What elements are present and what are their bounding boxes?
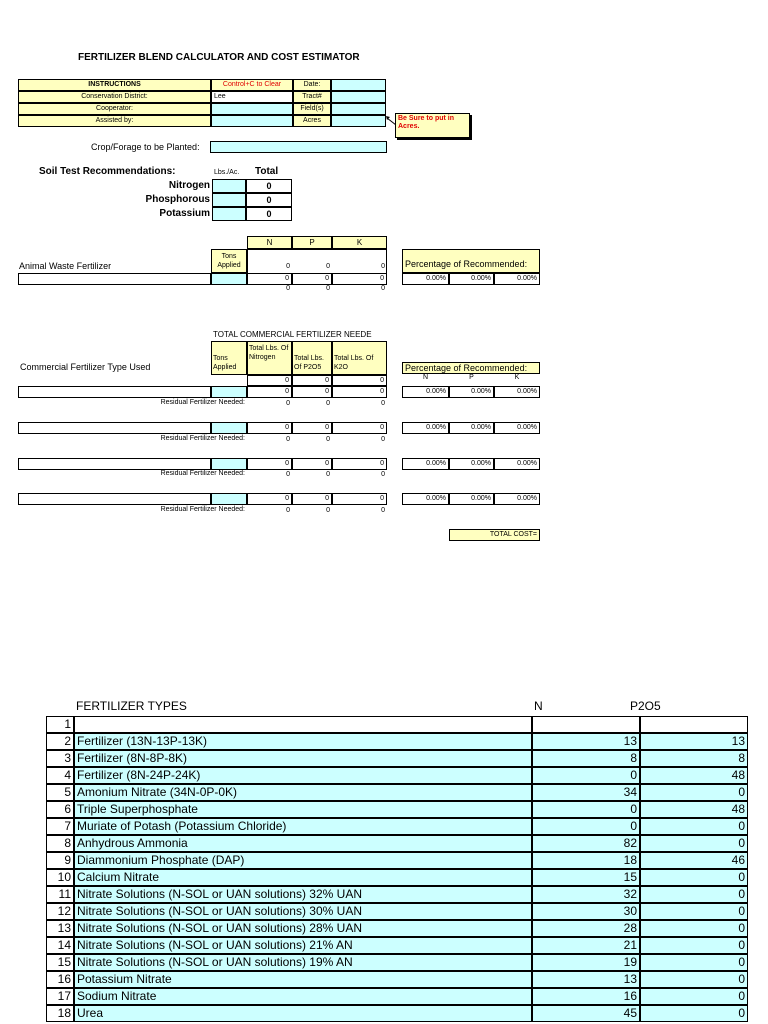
tract-input[interactable] (331, 91, 386, 103)
commercial-type-input-4[interactable] (18, 493, 211, 505)
phosphorous-input[interactable] (212, 193, 246, 207)
animal-type-input[interactable] (18, 273, 211, 285)
fertilizer-row (46, 869, 745, 886)
animal-k-2: 0 (332, 273, 387, 285)
fertilizer-row-number: 2 (46, 733, 74, 750)
fertilizer-row-number: 9 (46, 852, 74, 869)
commercial-pct-n-1: 0.00% (402, 386, 449, 398)
fertilizer-p2o5-cell[interactable]: 48 (640, 801, 748, 818)
fertilizer-row-number: 1 (46, 716, 74, 733)
fertilizer-row-number: 4 (46, 767, 74, 784)
phosphorous-total: 0 (246, 193, 292, 207)
fertilizer-p2o5-cell[interactable]: 0 (640, 903, 748, 920)
commercial-pct-n-4: 0.00% (402, 493, 449, 505)
fertilizer-name-cell[interactable]: Nitrate Solutions (N-SOL or UAN solutions) 28% UAN (74, 920, 532, 937)
residual-n-3: 0 (286, 471, 290, 478)
crop-input[interactable] (210, 141, 387, 153)
nitrogen-total: 0 (246, 179, 292, 193)
commercial-col-k: Total Lbs. Of K2O (332, 341, 387, 375)
fertilizer-row-number: 14 (46, 937, 74, 954)
fertilizer-name-cell[interactable]: Muriate of Potash (Potassium Chloride) (74, 818, 532, 835)
commercial-pct-k-4: 0.00% (494, 493, 540, 505)
residual-n-4: 0 (286, 507, 290, 514)
field-label: Field(s) (293, 103, 331, 115)
commercial-top-k: 0 (332, 375, 387, 386)
fertilizer-name-cell[interactable]: Sodium Nitrate (74, 988, 532, 1005)
fertilizer-p2o5-cell[interactable]: 0 (640, 937, 748, 954)
acres-comment-note: Be Sure to put in Acres. (395, 113, 470, 138)
animal-pct-n: 0.00% (402, 273, 449, 285)
fertilizer-name-cell[interactable]: Fertilizer (8N-24P-24K) (74, 767, 532, 784)
potassium-total: 0 (246, 207, 292, 221)
fertilizer-row (46, 988, 745, 1005)
commercial-pct-n-2: 0.00% (402, 422, 449, 434)
residual-p-3: 0 (326, 471, 330, 478)
fertilizer-n-cell[interactable] (532, 716, 640, 733)
animal-k-3: 0 (381, 285, 385, 292)
fertilizer-p2o5-cell[interactable]: 46 (640, 852, 748, 869)
fertilizer-p2o5-cell[interactable]: 0 (640, 954, 748, 971)
fertilizer-row (46, 1005, 745, 1022)
fertilizer-row (46, 903, 745, 920)
fertilizer-row (46, 971, 745, 988)
fertilizer-types-heading: FERTILIZER TYPES (76, 699, 187, 713)
fertilizer-row-number: 13 (46, 920, 74, 937)
fertilizer-n-cell[interactable]: 16 (532, 988, 640, 1005)
fertilizer-row (46, 852, 745, 869)
animal-tons-input[interactable] (211, 273, 247, 285)
fertilizer-types-col-p2o5: P2O5 (630, 699, 661, 713)
fertilizer-n-cell[interactable]: 13 (532, 733, 640, 750)
fertilizer-row (46, 818, 745, 835)
fertilizer-p2o5-cell[interactable] (640, 716, 748, 733)
commercial-pct-n-label: N (422, 374, 429, 381)
fertilizer-row (46, 920, 745, 937)
fertilizer-name-cell[interactable]: Anhydrous Ammonia (74, 835, 532, 852)
commercial-pct-p-label: P (469, 374, 474, 381)
date-label: Date: (293, 79, 331, 91)
district-label: Conservation District: (18, 91, 211, 103)
fertilizer-row-number: 18 (46, 1005, 74, 1022)
fertilizer-name-cell[interactable]: Nitrate Solutions (N-SOL or UAN solutions) 19% AN (74, 954, 532, 971)
fertilizer-p2o5-cell[interactable]: 0 (640, 869, 748, 886)
commercial-n-2: 0 (247, 422, 292, 434)
fertilizer-n-cell[interactable]: 30 (532, 903, 640, 920)
animal-waste-label: Animal Waste Fertilizer (19, 261, 112, 271)
fertilizer-p2o5-cell[interactable]: 13 (640, 733, 748, 750)
district-input[interactable]: Lee (211, 91, 293, 103)
fertilizer-row (46, 835, 745, 852)
fertilizer-row (46, 784, 745, 801)
commercial-type-input-3[interactable] (18, 458, 211, 470)
fertilizer-row-number: 3 (46, 750, 74, 767)
fertilizer-p2o5-cell[interactable]: 0 (640, 988, 748, 1005)
fertilizer-row-number: 10 (46, 869, 74, 886)
commercial-top-n: 0 (247, 375, 292, 386)
residual-k-4: 0 (381, 507, 385, 514)
commercial-pct-k-3: 0.00% (494, 458, 540, 470)
animal-pct-k: 0.00% (494, 273, 540, 285)
fertilizer-row-number: 12 (46, 903, 74, 920)
lbs-per-acre-label: Lbs./Ac. (214, 169, 240, 176)
fertilizer-n-cell[interactable]: 18 (532, 852, 640, 869)
commercial-p-2: 0 (292, 422, 332, 434)
residual-p-4: 0 (326, 507, 330, 514)
animal-n-1: 0 (286, 263, 290, 270)
commercial-pct-p-1: 0.00% (449, 386, 494, 398)
animal-p-2: 0 (292, 273, 332, 285)
fertilizer-row (46, 801, 745, 818)
commercial-p-3: 0 (292, 458, 332, 470)
commercial-col-n: Total Lbs. Of Nitrogen (247, 341, 292, 375)
commercial-n-1: 0 (247, 386, 292, 398)
fertilizer-n-cell[interactable]: 0 (532, 818, 640, 835)
fertilizer-row-number: 5 (46, 784, 74, 801)
commercial-tons-label: Tons Applied (211, 341, 247, 375)
fertilizer-n-cell[interactable]: 28 (532, 920, 640, 937)
commercial-n-3: 0 (247, 458, 292, 470)
commercial-tons-input-2[interactable] (211, 422, 247, 434)
assisted-input[interactable] (211, 115, 293, 127)
commercial-type-input-1[interactable] (18, 386, 211, 398)
cooperator-input[interactable] (211, 103, 293, 115)
crop-label: Crop/Forage to be Planted: (91, 142, 200, 152)
animal-pct-p: 0.00% (449, 273, 494, 285)
fertilizer-p2o5-cell[interactable]: 0 (640, 971, 748, 988)
fertilizer-n-cell[interactable]: 32 (532, 886, 640, 903)
commercial-p-1: 0 (292, 386, 332, 398)
date-input[interactable] (331, 79, 386, 91)
animal-pct-header: Percentage of Recommended: (402, 249, 540, 273)
fertilizer-name-cell[interactable]: Fertilizer (13N-13P-13K) (74, 733, 532, 750)
commercial-top-p: 0 (292, 375, 332, 386)
animal-col-p: P (292, 236, 332, 249)
commercial-k-3: 0 (332, 458, 387, 470)
fertilizer-n-cell[interactable]: 0 (532, 767, 640, 784)
commercial-type-label: Commercial Fertilizer Type Used (20, 362, 151, 372)
commercial-k-4: 0 (332, 493, 387, 505)
fertilizer-n-cell[interactable]: 19 (532, 954, 640, 971)
commercial-pct-k-2: 0.00% (494, 422, 540, 434)
animal-k-1: 0 (381, 263, 385, 270)
commercial-pct-p-4: 0.00% (449, 493, 494, 505)
animal-col-n: N (247, 236, 292, 249)
fertilizer-name-cell[interactable]: Fertilizer (8N-8P-8K) (74, 750, 532, 767)
fertilizer-row (46, 733, 745, 750)
fertilizer-p2o5-cell[interactable]: 0 (640, 920, 748, 937)
commercial-k-2: 0 (332, 422, 387, 434)
field-input[interactable] (331, 103, 386, 115)
residual-p-2: 0 (326, 436, 330, 443)
fertilizer-row-number: 16 (46, 971, 74, 988)
fertilizer-n-cell[interactable]: 82 (532, 835, 640, 852)
total-label: Total (255, 166, 279, 177)
fertilizer-row (46, 937, 745, 954)
animal-n-2: 0 (247, 273, 292, 285)
fertilizer-name-cell[interactable]: Diammonium Phosphate (DAP) (74, 852, 532, 869)
commercial-total-header: TOTAL COMMERCIAL FERTILIZER NEEDE (213, 330, 372, 339)
fertilizer-p2o5-cell[interactable]: 0 (640, 784, 748, 801)
fertilizer-n-cell[interactable]: 15 (532, 869, 640, 886)
instructions-header: INSTRUCTIONS (18, 79, 211, 91)
fertilizer-row (46, 767, 745, 784)
nitrogen-input[interactable] (212, 179, 246, 193)
residual-label-1: Residual Fertilizer Needed: (160, 399, 245, 406)
fertilizer-name-cell[interactable]: Nitrate Solutions (N-SOL or UAN solutions) 21% AN (74, 937, 532, 954)
fertilizer-n-cell[interactable]: 0 (532, 801, 640, 818)
animal-col-k: K (332, 236, 387, 249)
fertilizer-row-number: 7 (46, 818, 74, 835)
residual-label-2: Residual Fertilizer Needed: (160, 435, 245, 442)
fertilizer-n-cell[interactable]: 45 (532, 1005, 640, 1022)
commercial-col-p: Total Lbs. Of P2O5 (292, 341, 332, 375)
fertilizer-n-cell[interactable]: 21 (532, 937, 640, 954)
commercial-pct-p-3: 0.00% (449, 458, 494, 470)
fertilizer-name-cell[interactable]: Triple Superphosphate (74, 801, 532, 818)
fertilizer-p2o5-cell[interactable]: 0 (640, 886, 748, 903)
nitrogen-label: Nitrogen (168, 180, 210, 191)
fertilizer-row (46, 954, 745, 971)
fertilizer-name-cell[interactable]: Calcium Nitrate (74, 869, 532, 886)
fertilizer-name-cell[interactable]: Amonium Nitrate (34N-0P-0K) (74, 784, 532, 801)
potassium-label: Potassium (159, 208, 210, 219)
fertilizer-row (46, 716, 702, 733)
page-title: FERTILIZER BLEND CALCULATOR AND COST ESTIMATOR (78, 52, 360, 63)
fertilizer-name-cell[interactable]: Urea (74, 1005, 532, 1022)
commercial-tons-input-1[interactable] (211, 386, 247, 398)
fertilizer-row (46, 750, 745, 767)
phosphorous-label: Phosphorous (145, 194, 210, 205)
residual-k-1: 0 (381, 400, 385, 407)
fertilizer-row-number: 11 (46, 886, 74, 903)
tract-label: Tract# (293, 91, 331, 103)
fertilizer-p2o5-cell[interactable]: 0 (640, 1005, 748, 1022)
fertilizer-p2o5-cell[interactable]: 48 (640, 767, 748, 784)
commercial-tons-input-3[interactable] (211, 458, 247, 470)
residual-k-3: 0 (381, 471, 385, 478)
commercial-pct-n-3: 0.00% (402, 458, 449, 470)
commercial-k-1: 0 (332, 386, 387, 398)
commercial-pct-k-label: K (514, 374, 520, 381)
residual-label-4: Residual Fertilizer Needed: (160, 506, 245, 513)
assisted-label: Assisted by: (18, 115, 211, 127)
fertilizer-n-cell[interactable]: 8 (532, 750, 640, 767)
total-cost-field: TOTAL COST= (449, 529, 540, 541)
animal-n-3: 0 (286, 285, 290, 292)
soil-test-heading: Soil Test Recommendations: (39, 166, 176, 177)
control-clear-note[interactable]: Control+C to Clear (211, 79, 293, 91)
acres-label: Acres (293, 115, 331, 127)
fertilizer-row-number: 8 (46, 835, 74, 852)
fertilizer-name-cell[interactable] (74, 716, 532, 733)
commercial-pct-k-1: 0.00% (494, 386, 540, 398)
residual-label-3: Residual Fertilizer Needed: (160, 470, 245, 477)
fertilizer-row-number: 6 (46, 801, 74, 818)
animal-p-1: 0 (326, 263, 330, 270)
fertilizer-row-number: 15 (46, 954, 74, 971)
commercial-pct-p-2: 0.00% (449, 422, 494, 434)
fertilizer-name-cell[interactable]: Potassium Nitrate (74, 971, 532, 988)
fertilizer-name-cell[interactable]: Nitrate Solutions (N-SOL or UAN solutions) 32% UAN (74, 886, 532, 903)
fertilizer-row (46, 886, 745, 903)
commercial-type-input-2[interactable] (18, 422, 211, 434)
fertilizer-row-number: 17 (46, 988, 74, 1005)
fertilizer-p2o5-cell[interactable]: 0 (640, 835, 748, 852)
cooperator-label: Cooperator: (18, 103, 211, 115)
fertilizer-p2o5-cell[interactable]: 8 (640, 750, 748, 767)
fertilizer-name-cell[interactable]: Nitrate Solutions (N-SOL or UAN solutions) 30% UAN (74, 903, 532, 920)
residual-p-1: 0 (326, 400, 330, 407)
potassium-input[interactable] (212, 207, 246, 221)
residual-k-2: 0 (381, 436, 385, 443)
fertilizer-types-col-n: N (534, 699, 543, 713)
commercial-p-4: 0 (292, 493, 332, 505)
fertilizer-p2o5-cell[interactable]: 0 (640, 818, 748, 835)
commercial-n-4: 0 (247, 493, 292, 505)
residual-n-2: 0 (286, 436, 290, 443)
commercial-pct-header: Percentage of Recommended: (402, 362, 540, 374)
acres-input[interactable] (331, 115, 386, 127)
animal-p-3: 0 (326, 285, 330, 292)
commercial-tons-input-4[interactable] (211, 493, 247, 505)
residual-n-1: 0 (286, 400, 290, 407)
fertilizer-n-cell[interactable]: 34 (532, 784, 640, 801)
animal-tons-label: Tons Applied (211, 249, 247, 273)
fertilizer-n-cell[interactable]: 13 (532, 971, 640, 988)
